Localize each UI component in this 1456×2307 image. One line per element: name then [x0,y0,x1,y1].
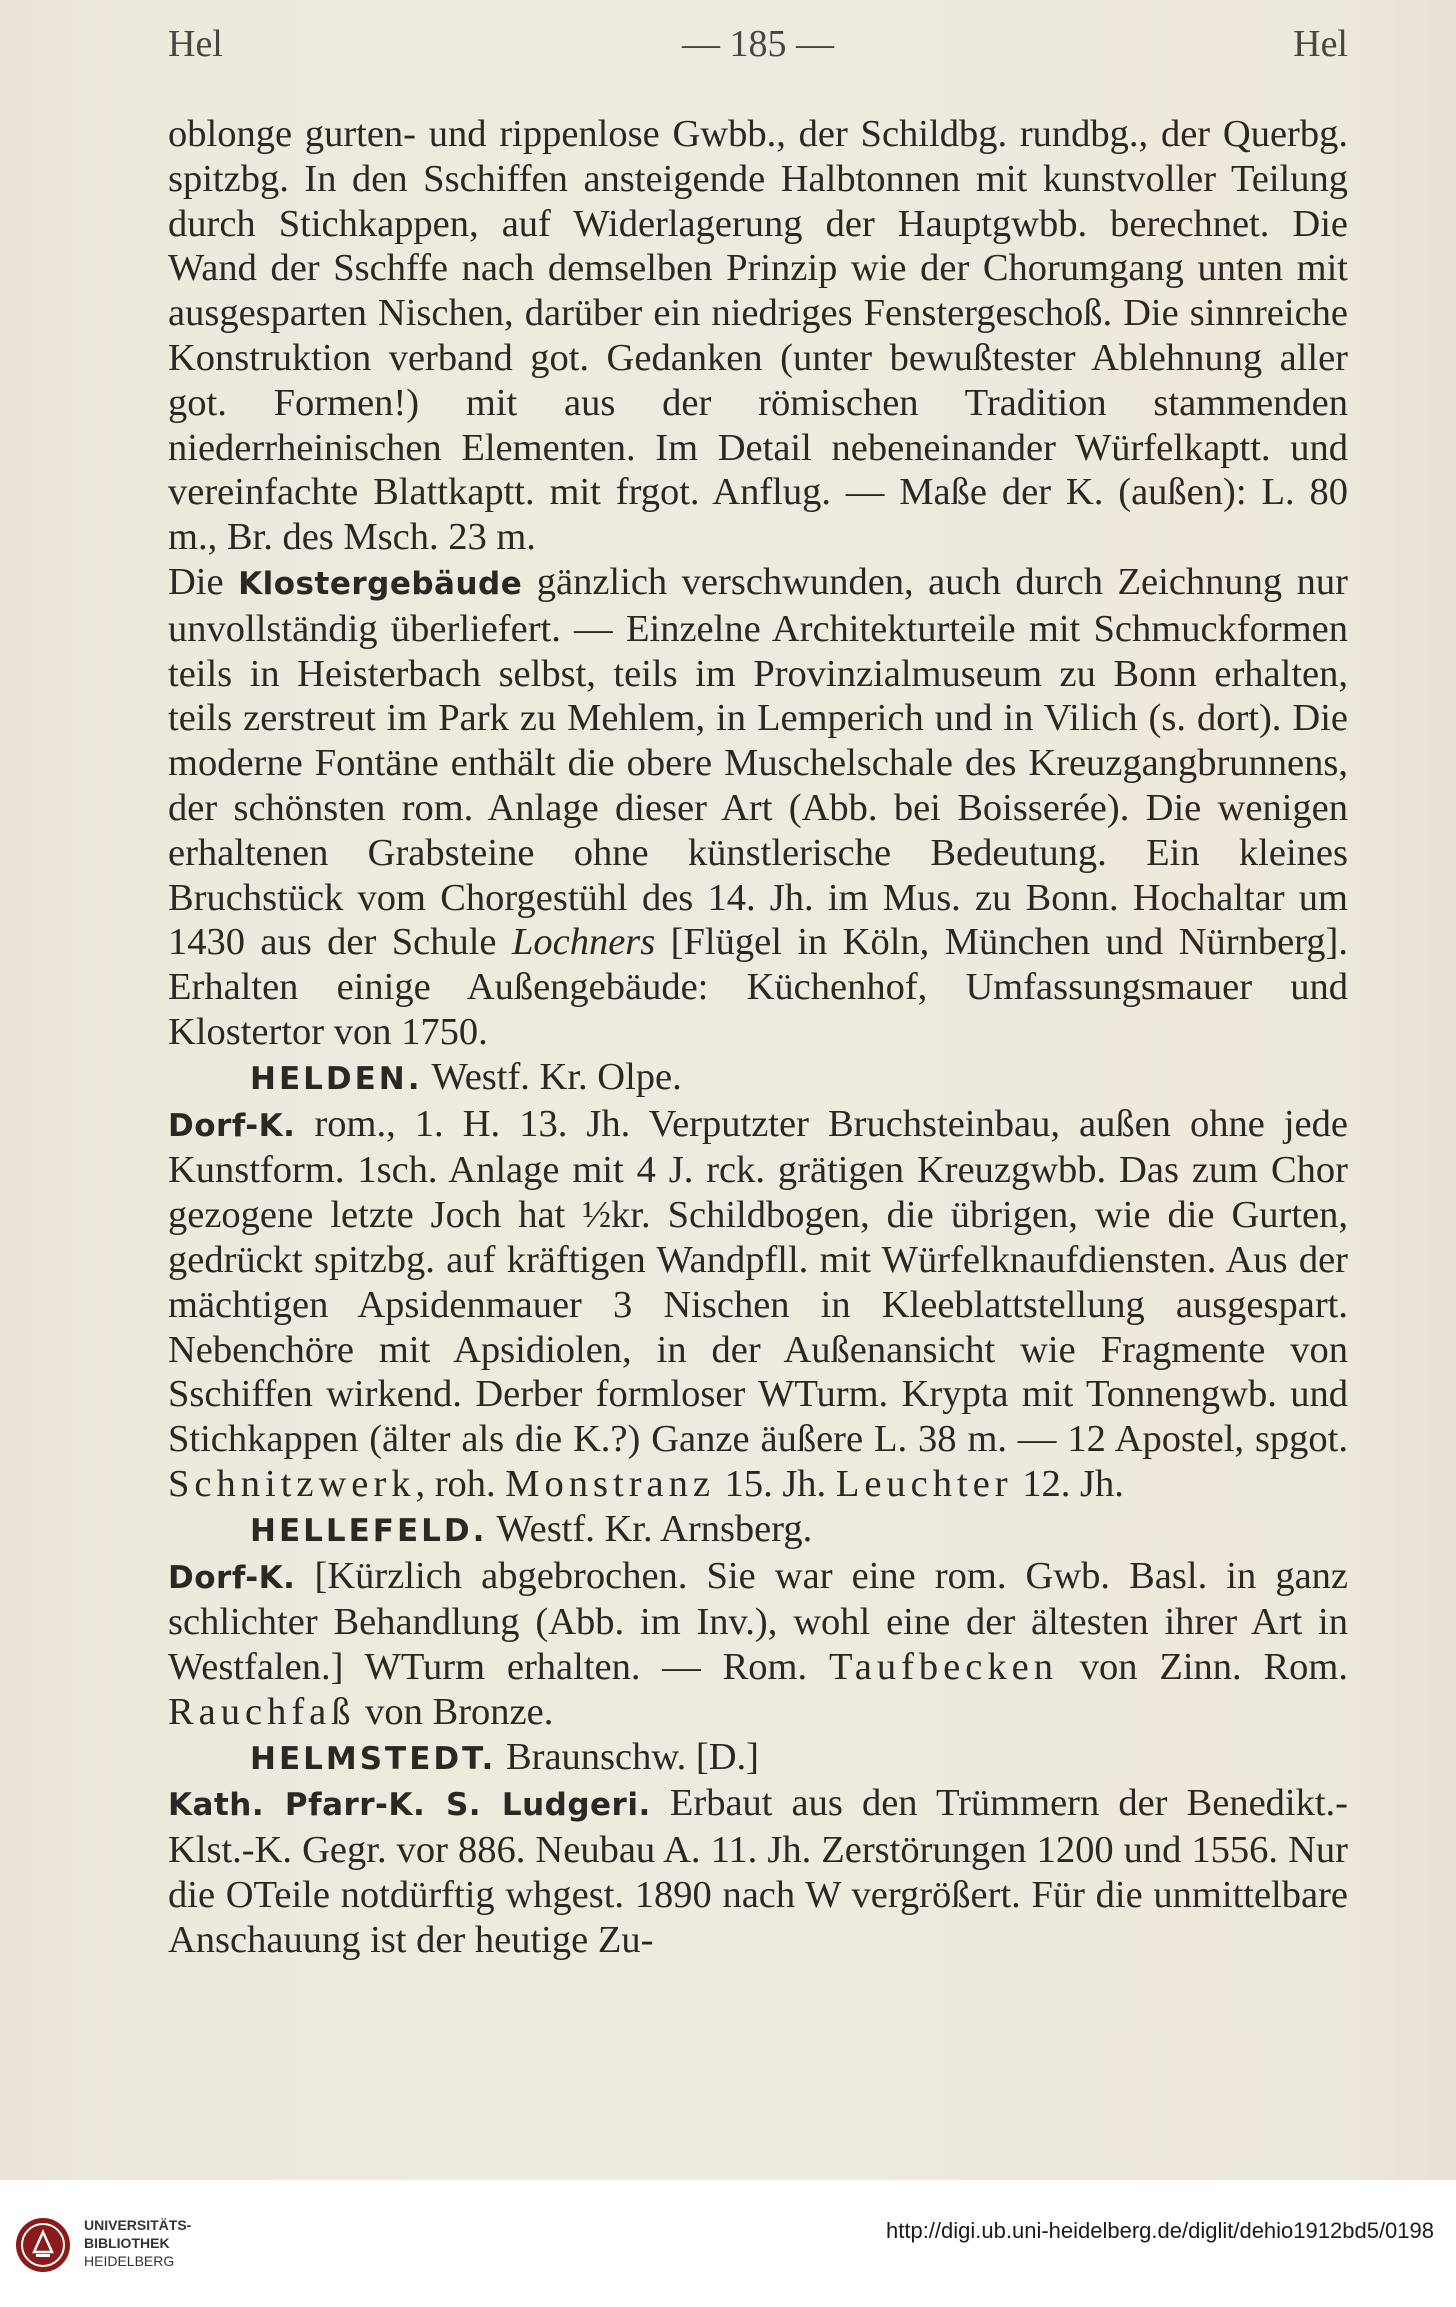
entry-heading-helmstedt [168,1735,1348,1782]
spaced-term: Monstranz [505,1462,715,1505]
entry-heading-hellefeld [168,1507,1348,1554]
place-name-helden: HELDEN. [250,1060,423,1097]
keyword-klostergebaeude: Klostergebäude [238,565,523,602]
text-run: Die [168,560,239,603]
place-location: Westf. Kr. Olpe. [422,1055,682,1098]
body-text [168,112,1348,1963]
spaced-term: Schnitzwerk [168,1462,416,1505]
place-name-helmstedt: HELMSTEDT. [250,1740,497,1777]
digitization-footer [0,2180,1456,2307]
library-name-line: UNIVERSITÄTS- [84,2217,192,2233]
library-name-line: HEIDELBERG [84,2253,175,2269]
paragraph-heisterbach-church: oblonge gurten- und rippenlose Gwbb., der Schildbg. rundbg., der Querbg. spitzbg. In den Sschiffen ansteigende Halbtonnen mit kunstvoller Teilung durch Stichkappen, auf Widerlagerung der Hauptgwbb. berechnet. Die Wand der Sschffe nach demselben Prinzip wie der Chorumgang unten mit ausgesparten Nischen, darüber ein niedriges Fenstergeschoß. Die sinnreiche Konstruktion verband got. Gedanken (unter bewußtester Ablehnung aller got. Formen!) mit aus der römischen Tradition stammenden niederrheinischen Elementen. Im Detail nebeneinander Würfelkaptt. und vereinfachte Blattkaptt. mit frgot. Anflug. — Maße der K. (außen): L. 80 m., Br. des Msch. 23 m. [168,113,1348,559]
text-run: 15. Jh. [714,1462,836,1505]
place-location: Westf. Kr. Arnsberg. [487,1507,813,1550]
paragraph-hellefeld [168,1554,1348,1735]
spaced-term: Leuchter [835,1462,1013,1505]
library-name-line: BIBLIOTHEK [84,2235,170,2251]
page-number: — 185 — [682,23,834,65]
spaced-term: Rauchfaß [168,1690,356,1733]
running-head-left: Hel [168,23,223,65]
text-run: Erbaut aus den Trümmern der Benedikt.-Klst.-K. Gegr. vor 886. Neubau A. 11. Jh. Zerstörungen 1200 und 1556. Nur die OTeile notdürftig whgest. 1890 nach W vergrößert. Für die unmittelbare Anschauung ist der heutige Zu- [168,1782,1349,1961]
university-library-seal-icon [14,2216,72,2274]
source-url-link[interactable]: http://digi.ub.uni-heidelberg.de/diglit/dehio1912bd5/0198 [886,2218,1434,2243]
keyword-pfarr-k: Kath. Pfarr-K. S. Ludgeri. [168,1787,651,1824]
keyword-dorf-k: Dorf-K. [168,1107,296,1144]
place-name-hellefeld: HELLEFELD. [250,1512,488,1549]
spaced-term: Taufbecken [828,1646,1058,1689]
text-run: [Flügel in Köln, München und Nürnberg]. Erhalten einige Außengebäude: Küchenhof, Umfassungsmauer und Klostertor von 1750. [168,921,1349,1053]
library-name [84,2216,191,2270]
entry-heading-helden [168,1055,1348,1102]
text-run: [Kürzlich abgebrochen. Sie war eine rom. Gwb. Basl. in ganz schlichter Behandlung (Abb. im Inv.), wohl eine der ältesten ihrer Art in Westfalen.] WTurm erhalten. — Rom. [168,1554,1348,1689]
artist-name: Lochners [511,921,656,964]
text-run: , roh. [415,1462,506,1505]
running-head-right: Hel [1293,23,1348,65]
paragraph-helden [168,1102,1348,1507]
text-run: gänzlich verschwunden, auch durch Zeichnung nur unvollständig überliefert. — Einzelne Architekturteile mit Schmuckformen teils in Heisterbach selbst, teils im Provinzialmuseum zu Bonn erhalten, teils zerstreut im Park zu Mehlem, in Lemperich und in Vilich (s. dort). Die moderne Fontäne enthält die obere Muschelschale des Kreuzgangbrunnens, der schönsten rom. Anlage dieser Art (Abb. bei Boisserée). Die wenigen erhaltenen Grabsteine ohne künstlerische Bedeutung. Ein kleines Bruchstück vom Chorgestühl des 14. Jh. im Mus. zu Bonn. Hochaltar um 1430 aus der Schule [168,560,1349,964]
text-run: von Bronze. [355,1690,554,1733]
paragraph-klostergebaeude [168,560,1348,1055]
keyword-dorf-k: Dorf-K. [168,1559,296,1596]
text-run: von Zinn. Rom. [1057,1646,1348,1689]
place-location: Braunschw. [D.] [496,1735,759,1778]
text-run: 12. Jh. [1012,1462,1124,1505]
text-run: rom., 1. H. 13. Jh. Verputzter Bruchsteinbau, außen ohne jede Kunstform. 1sch. Anlage mit 4 J. rck. grätigen Kreuzgwbb. Das zum Chor gezogene letzte Joch hat ½kr. Schildbogen, die übrigen, wie die Gurten, gedrückt spitzbg. auf kräftigen Wandpfll. mit Würfelknaufdiensten. Aus der mächtigen Apsidenmauer 3 Nischen in Kleeblattstellung ausgespart. Nebenchöre mit Apsidiolen, in der Außenansicht wie Fragmente von Sschiffen wirkend. Derber formloser WTurm. Krypta mit Tonnengwb. und Stichkappen (älter als die K.?) Ganze äußere L. 38 m. — 12 Apostel, spgot. [168,1102,1348,1461]
running-head [168,22,1348,78]
paragraph-helmstedt [168,1781,1348,1962]
